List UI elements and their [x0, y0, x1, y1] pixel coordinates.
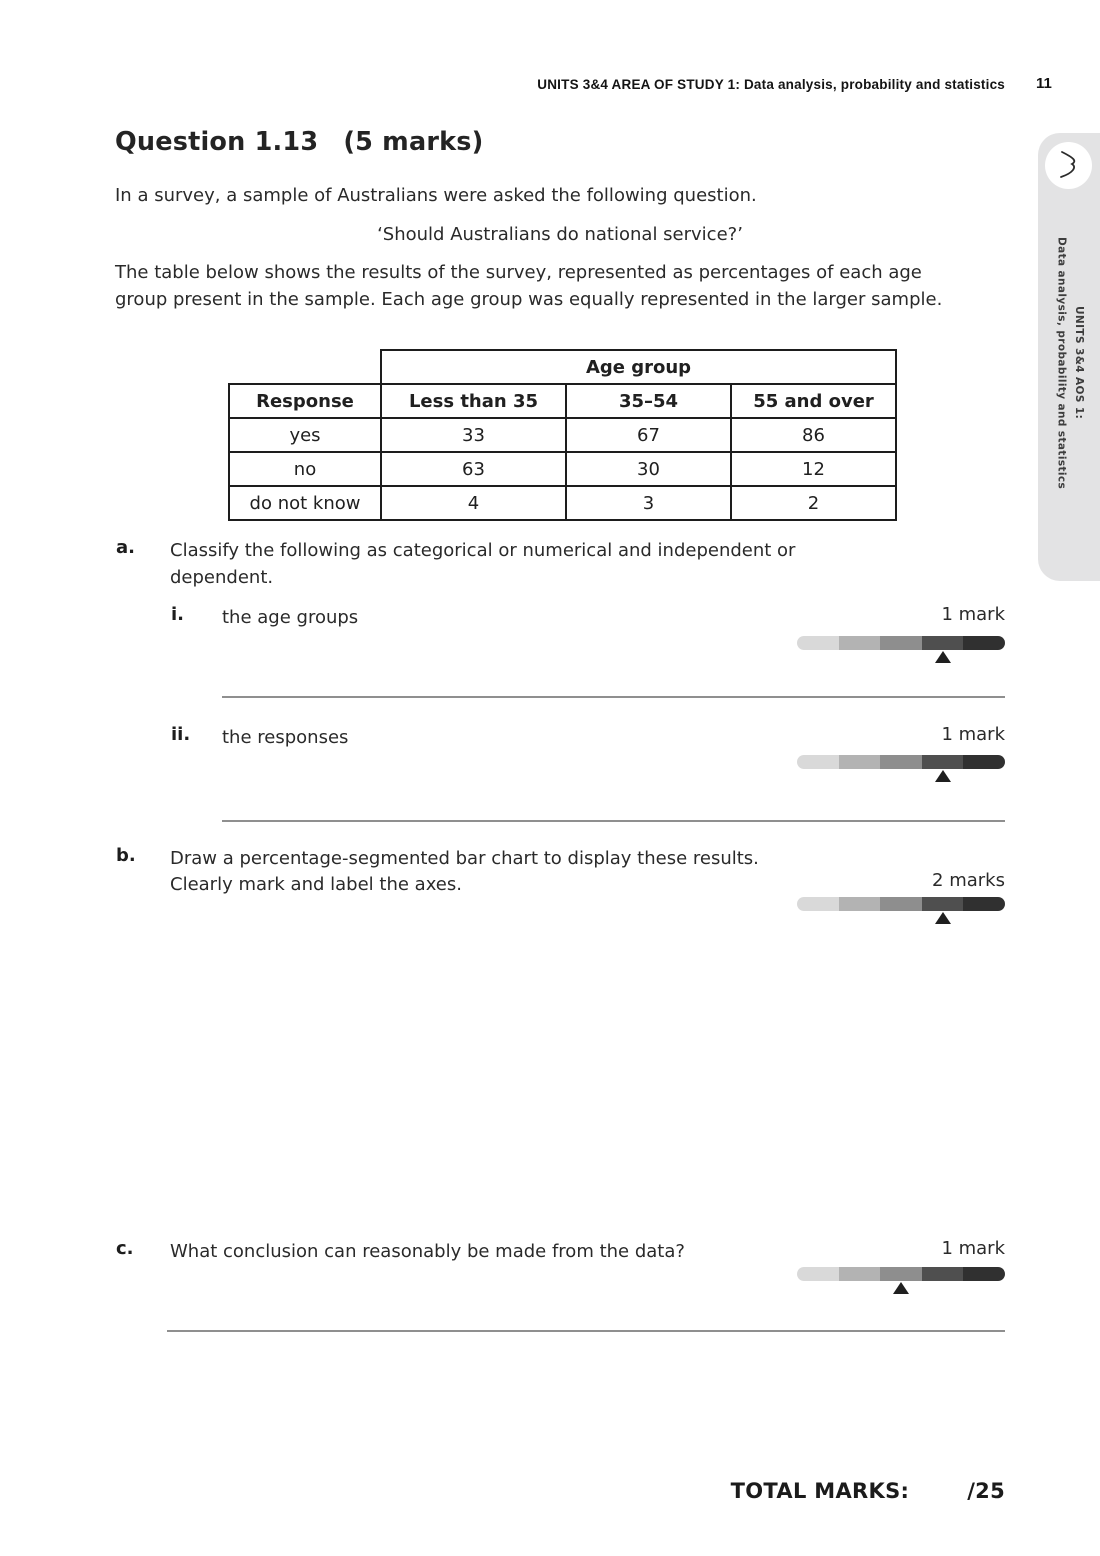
- difficulty-bar-track: [797, 636, 1005, 650]
- difficulty-bar: [797, 755, 1005, 783]
- table-cell: 30: [566, 452, 731, 486]
- table-cell: 3: [566, 486, 731, 520]
- survey-question-quote: ‘Should Australians do national service?’: [377, 224, 743, 245]
- difficulty-bar: [797, 1267, 1005, 1295]
- difficulty-segment: [963, 636, 1005, 650]
- difficulty-bar-track: [797, 897, 1005, 911]
- row-label: yes: [229, 418, 381, 452]
- answer-line: [222, 696, 1005, 698]
- section-tab-line2: Data analysis, probability and statistics: [1055, 236, 1068, 490]
- difficulty-marker-icon: [935, 770, 951, 782]
- section-tab-line1: UNITS 3&4 AOS 1:: [1073, 306, 1085, 420]
- total-marks-label: TOTAL MARKS:: [730, 1479, 910, 1503]
- answer-line: [167, 1330, 1005, 1332]
- table-col-header: Less than 35: [381, 384, 566, 418]
- table-row: [229, 486, 896, 520]
- table-cell: 63: [381, 452, 566, 486]
- table-col-header: 35–54: [566, 384, 731, 418]
- page-number: 11: [1036, 75, 1052, 92]
- total-marks-value: /25: [967, 1479, 1005, 1503]
- difficulty-segment: [839, 897, 881, 911]
- difficulty-segment: [922, 636, 964, 650]
- difficulty-bar-track: [797, 755, 1005, 769]
- difficulty-bar: [797, 636, 1005, 664]
- table-group-header: Age group: [381, 350, 896, 384]
- part-b-text-line1: Draw a percentage-segmented bar chart to display these results.: [170, 848, 759, 869]
- part-a-ii-label: ii.: [171, 724, 191, 745]
- table-row: [229, 418, 896, 452]
- section-tab-vertical-text: [1052, 213, 1087, 513]
- difficulty-segment: [922, 1267, 964, 1281]
- answer-line: [222, 820, 1005, 822]
- difficulty-segment: [839, 755, 881, 769]
- part-a-label: a.: [116, 537, 135, 558]
- question-number: Question 1.13: [115, 127, 319, 157]
- table-cell: 33: [381, 418, 566, 452]
- part-c-label: c.: [116, 1238, 134, 1259]
- difficulty-segment: [839, 1267, 881, 1281]
- table-col-header: 55 and over: [731, 384, 896, 418]
- difficulty-bar-track: [797, 1267, 1005, 1281]
- row-label: no: [229, 452, 381, 486]
- description-paragraph: The table below shows the results of the survey, represented as percentages of each age group present in the sample. Each age group was equally represented in the larger sample.: [115, 262, 943, 310]
- part-b-label: b.: [116, 845, 136, 866]
- table-cell: 67: [566, 418, 731, 452]
- table-blank-cell: [229, 350, 381, 384]
- table-cell: 4: [381, 486, 566, 520]
- row-label: do not know: [229, 486, 381, 520]
- question-title-row: [115, 127, 484, 157]
- part-a-ii-text: the responses: [222, 727, 349, 748]
- part-a-i-marks: 1 mark: [941, 604, 1005, 625]
- difficulty-segment: [797, 1267, 839, 1281]
- difficulty-segment: [880, 755, 922, 769]
- part-a-ii-marks: 1 mark: [941, 724, 1005, 745]
- part-a-i-text: the age groups: [222, 607, 359, 628]
- total-marks-row: [731, 1479, 1005, 1503]
- section-tab[interactable]: [1038, 133, 1100, 581]
- difficulty-marker-icon: [935, 912, 951, 924]
- part-c-marks: 1 mark: [941, 1238, 1005, 1259]
- table-cell: 2: [731, 486, 896, 520]
- difficulty-segment: [880, 897, 922, 911]
- question-total-marks: (5 marks): [343, 127, 484, 157]
- difficulty-segment: [963, 755, 1005, 769]
- difficulty-segment: [963, 897, 1005, 911]
- table-row: [229, 384, 896, 418]
- part-a-i-label: i.: [171, 604, 185, 625]
- table-cell: 86: [731, 418, 896, 452]
- table-col-header: Response: [229, 384, 381, 418]
- difficulty-segment: [797, 897, 839, 911]
- difficulty-marker-icon: [935, 651, 951, 663]
- intro-paragraph: In a survey, a sample of Australians were asked the following question.: [115, 185, 757, 206]
- difficulty-segment: [922, 897, 964, 911]
- page-header: UNITS 3&4 AREA OF STUDY 1: Data analysis, probability and statistics: [537, 77, 1005, 92]
- part-b-text-line2: Clearly mark and label the axes.: [170, 874, 462, 895]
- table-cell: 12: [731, 452, 896, 486]
- part-c-text: What conclusion can reasonably be made from the data?: [170, 1241, 685, 1262]
- difficulty-segment: [922, 755, 964, 769]
- survey-results-table: [228, 349, 897, 521]
- difficulty-segment: [797, 755, 839, 769]
- part-a-text: Classify the following as categorical or numerical and independent or dependent.: [170, 540, 796, 588]
- chevron-right-icon: [1054, 147, 1084, 185]
- difficulty-segment: [880, 1267, 922, 1281]
- difficulty-marker-icon: [893, 1282, 909, 1294]
- difficulty-bar: [797, 897, 1005, 925]
- table-row: [229, 350, 896, 384]
- part-b-marks: 2 marks: [932, 870, 1005, 891]
- difficulty-segment: [963, 1267, 1005, 1281]
- next-page-button[interactable]: [1045, 142, 1092, 189]
- difficulty-segment: [797, 636, 839, 650]
- difficulty-segment: [839, 636, 881, 650]
- table-row: [229, 452, 896, 486]
- difficulty-segment: [880, 636, 922, 650]
